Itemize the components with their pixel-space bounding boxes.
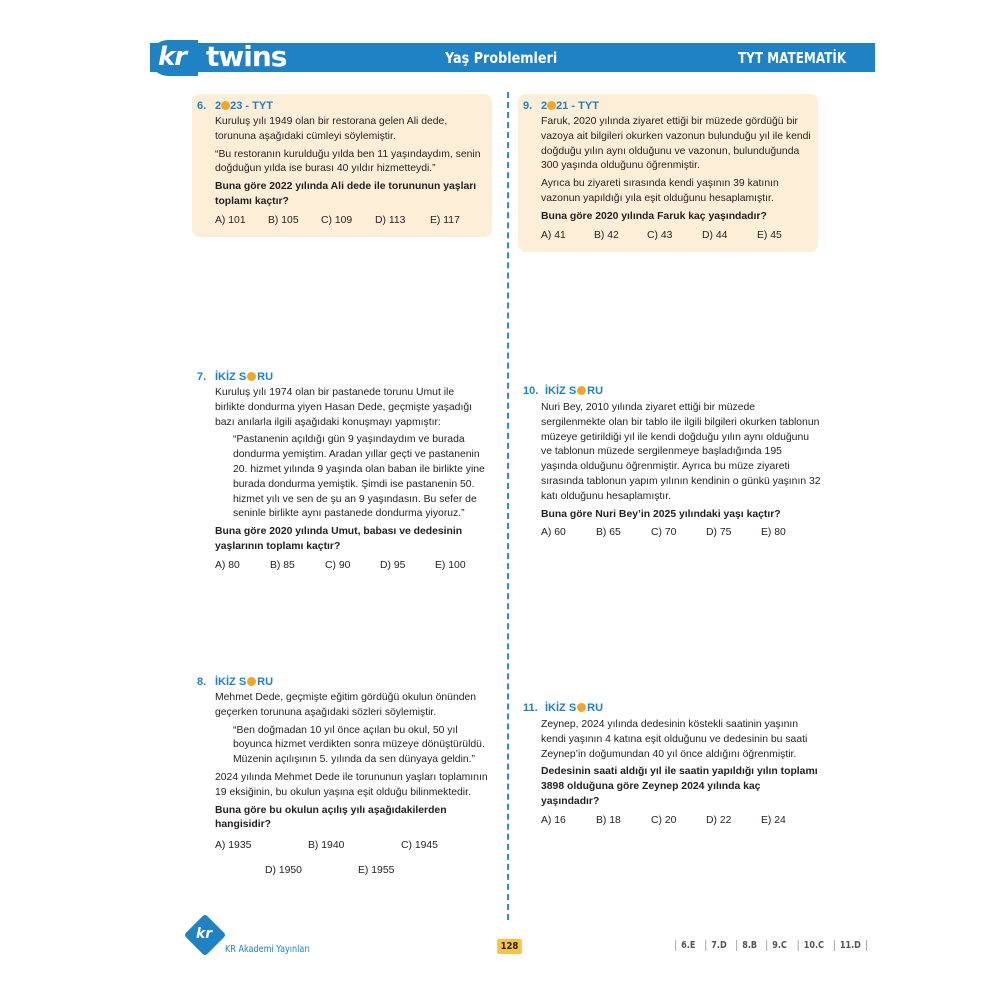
q10-ikiz-b: RU [587, 385, 604, 397]
q6-option-d[interactable]: D) 113 [375, 214, 406, 226]
page-title: Yaş Problemleri [445, 49, 558, 67]
q7-question: Buna göre 2020 yılında Umut, babası ve dedesinin yaşlarının toplamı kaçtır? [215, 526, 463, 552]
soru-o-icon [577, 386, 586, 395]
q9-option-d[interactable]: D) 44 [702, 229, 728, 241]
q9-p1: Faruk, 2020 yılında ziyaret ettiği bir müzede gördüğü bir vazoya ait bilgileri okurken vazonun bulunduğu yıl ile kendi doğduğu yılın aynı olduğunu ve vazonun, bulunduğunda 300 yaşında olduğunu öğrenmiştir. [541, 116, 811, 172]
q9-option-c[interactable]: C) 43 [647, 229, 673, 241]
q8-options-row1 [215, 839, 493, 854]
q7-ikiz-soru [215, 371, 273, 383]
publisher-logo-text: kr [196, 926, 213, 942]
q10-option-b[interactable]: B) 65 [596, 527, 621, 539]
column-divider [507, 92, 509, 920]
q9-year-a: 2 [541, 100, 548, 112]
soru-o-icon [577, 703, 586, 712]
q6-options [215, 214, 485, 229]
q6-question: Buna göre 2022 yılında Ali dede ile torununun yaşları toplamı kaçtır? [215, 181, 477, 207]
q9-source [541, 100, 599, 112]
answer-9: 9.C [767, 940, 793, 951]
q7-p2: “Pastanenin açıldığı gün 9 yaşındaydım ve burada dondurma yemiştim. Aradan yıllar geçti ve pastanenin 20. hizmet yılında 9 yaşında olan baban ile birlikte yine burada dondurma yemiştik. Şimdi ise pastanenin 50. hizmet yılı ve sen de şu an 9 yaşındasın. Bu sefer de seninle birlikte aynı pastanede dondurma yiyoruz.” [233, 434, 485, 520]
q8-ikiz-soru [215, 676, 273, 688]
q7-ikiz-b: RU [257, 371, 274, 383]
q6-body [215, 115, 485, 229]
q11-body [541, 718, 821, 829]
q10-option-d[interactable]: D) 75 [706, 527, 732, 539]
q9-body [541, 115, 813, 243]
q8-p3: 2024 yılında Mehmet Dede ile torununun yaşları toplamının 19 eksiğinin, bu okulun yaşına eşit olduğu bilinmektedir. [215, 771, 488, 798]
q10-ikiz-a: İKİZ S [545, 385, 577, 397]
q10-option-a[interactable]: A) 60 [541, 527, 566, 539]
q9-option-b[interactable]: B) 42 [594, 229, 619, 241]
q10-number: 10. [523, 385, 539, 397]
q7-body [215, 386, 485, 574]
q9-option-e[interactable]: E) 45 [757, 229, 782, 241]
q8-body [215, 691, 493, 879]
q10-options [541, 526, 821, 541]
q6-p2: “Bu restoranın kurulduğu yılda ben 11 yaşındaydım, senin doğduğun yılda ise burası 40 yıldır hizmetteydi.” [215, 148, 481, 175]
q11-p1: Zeynep, 2024 yılında dedesinin köstekli saatinin yaşının kendi yaşının 4 katına eşit olduğunu ve dedesinin bu saati Zeynep’in doğumundan 40 yıl önce aldığını öğrenmiştir. [541, 719, 808, 760]
q6-source [215, 100, 273, 112]
q8-p1: Mehmet Dede, geçmişte eğitim gördüğü okulun önünden geçerken torununa aşağıdaki sözleri söylemiştir. [215, 692, 477, 718]
q8-ikiz-b: RU [257, 676, 274, 688]
q6-year-b: 23 - TYT [230, 100, 273, 112]
soru-o-icon [247, 677, 256, 686]
q8-option-a[interactable]: A) 1935 [215, 840, 252, 852]
answer-8: 8.B [736, 940, 762, 951]
publisher-name: KR Akademi Yayınları [225, 944, 310, 955]
q11-question: Dedesinin saati aldığı yıl ile saatin yapıldığı yılın toplamı 3898 olduğuna göre Zeynep 2024 yılında kaç yaşındadır? [541, 766, 818, 807]
answer-10: 10.C [797, 940, 828, 951]
q8-option-e[interactable]: E) 1955 [358, 864, 395, 876]
q7-ikiz-a: İKİZ S [215, 371, 247, 383]
q8-number: 8. [197, 676, 207, 688]
q11-option-a[interactable]: A) 16 [541, 814, 566, 826]
q9-number: 9. [523, 100, 533, 112]
logo-twins: twins [206, 40, 287, 73]
q9-options [541, 229, 813, 244]
q11-option-b[interactable]: B) 18 [596, 814, 621, 826]
q6-option-b[interactable]: B) 105 [268, 214, 299, 226]
q9-year-b: 21 - TYT [556, 100, 599, 112]
page-number: 128 [497, 939, 522, 954]
q8-options-row2 [215, 864, 493, 879]
q7-number: 7. [197, 371, 207, 383]
q7-option-e[interactable]: E) 100 [435, 559, 466, 571]
q7-p1: Kuruluş yılı 1974 olan bir pastanede torunu Umut ile birlikte dondurma yiyen Hasan Dede, geçmişte yaşadığı bazı anılarla ilgili aşağıdaki konuşmayı yapmıştır: [215, 387, 473, 428]
q8-option-c[interactable]: C) 1945 [401, 840, 438, 852]
answer-6: 6.E [675, 940, 700, 951]
q7-option-b[interactable]: B) 85 [270, 559, 295, 571]
q8-option-d[interactable]: D) 1950 [265, 864, 302, 876]
q6-number: 6. [197, 100, 207, 112]
q11-ikiz-a: İKİZ S [545, 702, 577, 714]
q11-option-e[interactable]: E) 24 [761, 814, 786, 826]
q7-options [215, 559, 485, 574]
q11-option-c[interactable]: C) 20 [651, 814, 677, 826]
flame-icon [221, 101, 230, 110]
q10-option-e[interactable]: E) 80 [761, 527, 786, 539]
answer-7: 7.D [705, 940, 731, 951]
q6-option-c[interactable]: C) 109 [321, 214, 353, 226]
q11-options [541, 814, 821, 829]
q10-body [541, 401, 821, 541]
q6-year-a: 2 [215, 100, 222, 112]
q10-ikiz-soru [545, 385, 603, 397]
q11-ikiz-b: RU [587, 702, 604, 714]
q9-question: Buna göre 2020 yılında Faruk kaç yaşındadır? [541, 210, 767, 222]
q10-p1: Nuri Bey, 2010 yılında ziyaret ettiği bir müzede sergilenmekte olan bir tablo ile ilgili bilgileri okurken tablonun müzeye getirildiği yıl ile kendi doğduğu yılın aynı olduğunu ve tablonun müzede sergilenmeye başladığında 195 yaşında olduğunu öğrenmiştir. Ayrıca bu müze ziyareti sırasında tablonun yapım yılının kendinin o günkü yaşının 32 katı olduğunu hesaplamıştır. [541, 402, 821, 502]
soru-o-icon [247, 372, 256, 381]
q7-option-d[interactable]: D) 95 [380, 559, 406, 571]
q9-p2: Ayrıca bu ziyareti sırasında kendi yaşının 39 katının vazonun yapıldığı yıla eşit olduğunu hesaplamıştır. [541, 178, 779, 204]
q10-option-c[interactable]: C) 70 [651, 527, 677, 539]
q6-option-a[interactable]: A) 101 [215, 214, 246, 226]
q8-option-b[interactable]: B) 1940 [308, 840, 345, 852]
flame-icon [547, 101, 556, 110]
q9-option-a[interactable]: A) 41 [541, 229, 566, 241]
q7-option-a[interactable]: A) 80 [215, 559, 240, 571]
answer-key [673, 940, 870, 951]
q11-number: 11. [523, 702, 538, 714]
q6-p1: Kuruluş yılı 1949 olan bir restorana gelen Ali dede, torununa aşağıdaki cümleyi söylemiştir. [215, 116, 448, 142]
q8-ikiz-a: İKİZ S [215, 676, 247, 688]
q11-ikiz-soru [545, 702, 603, 714]
answer-11: 11.D [834, 940, 867, 951]
subject-title: TYT MATEMATİK [738, 49, 847, 67]
q11-option-d[interactable]: D) 22 [706, 814, 732, 826]
q6-option-e[interactable]: E) 117 [430, 214, 460, 226]
q7-option-c[interactable]: C) 90 [325, 559, 351, 571]
q10-question: Buna göre Nuri Bey’in 2025 yılındaki yaşı kaçtır? [541, 508, 781, 520]
logo-kr: kr [158, 42, 187, 72]
q8-question: Buna göre bu okulun açılış yılı aşağıdakilerden hangisidir? [215, 804, 447, 831]
q8-p2: “Ben doğmadan 10 yıl önce açılan bu okul, 50 yıl boyunca hizmet verdikten sonra müzeye dönüştürüldü. Müzenin açılışının 5. yılında da sen dünyaya geldin.” [233, 724, 485, 766]
